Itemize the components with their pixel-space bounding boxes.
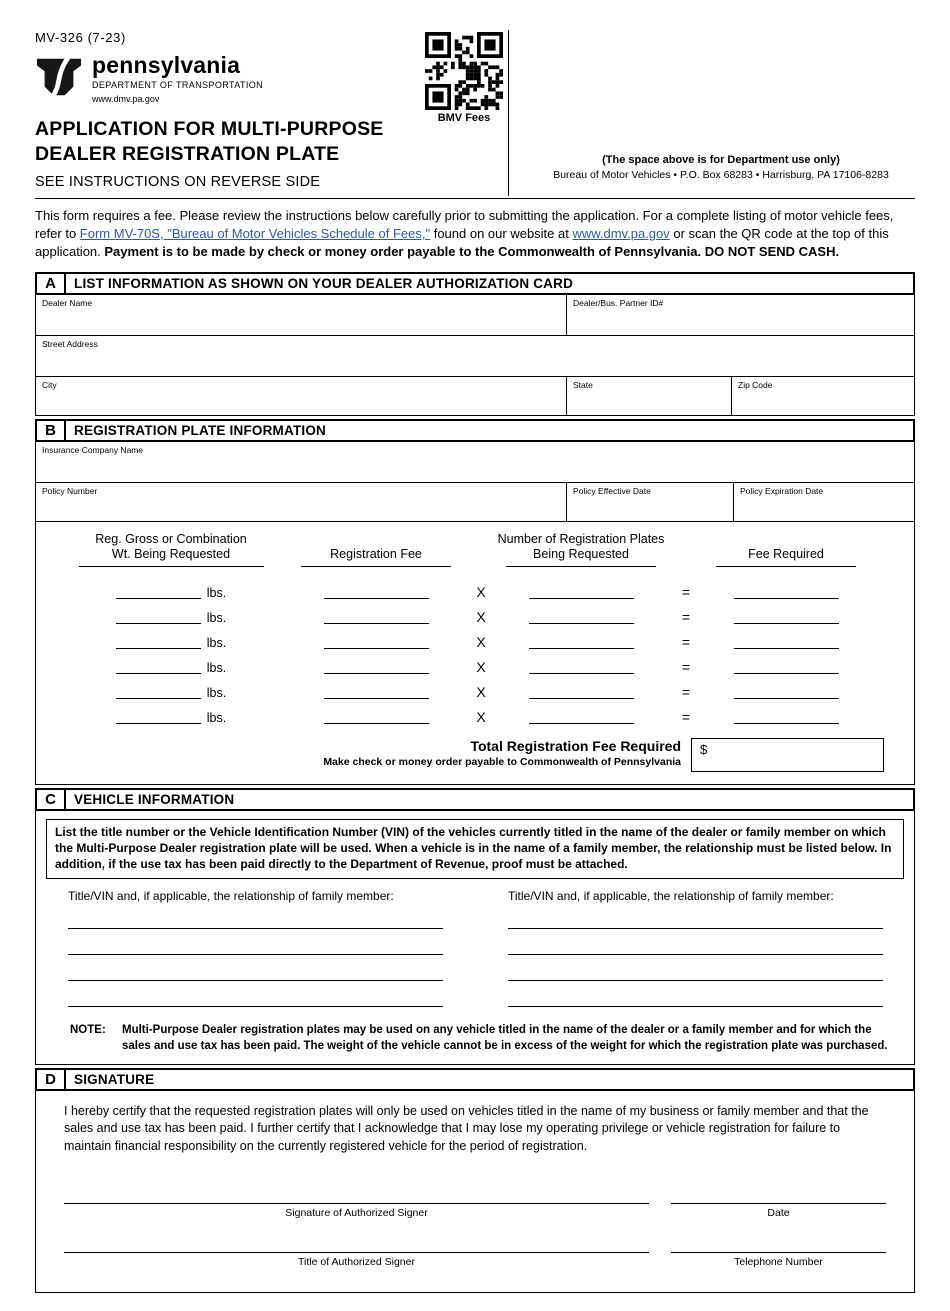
vin-input-line[interactable]: [508, 955, 883, 981]
title-vin-label-left: Title/VIN and, if applicable, the relationship of family member:: [68, 888, 394, 903]
qr-code-label: BMV Fees: [437, 112, 491, 124]
header-right: [527, 154, 915, 181]
registration-fee-header-underline: [301, 566, 451, 567]
vin-input-line[interactable]: [508, 981, 883, 1007]
registration-fee-column-header: Registration Fee: [330, 547, 422, 562]
multiply-sign: X: [476, 659, 486, 676]
section-d: [35, 1068, 915, 1293]
equals-sign: =: [681, 709, 691, 726]
section-b-letter: B: [37, 421, 66, 440]
vin-input-line[interactable]: [68, 981, 443, 1007]
department-use-note: (The space above is for Department use only): [602, 154, 840, 166]
zip-code-field[interactable]: [731, 377, 914, 415]
weight-input-line[interactable]: [116, 612, 201, 624]
date-caption: Date: [767, 1206, 790, 1219]
fee-required-column-header: Fee Required: [748, 547, 824, 562]
lbs-label: lbs.: [206, 685, 227, 700]
equals-sign: =: [681, 659, 691, 676]
section-a-letter: A: [37, 274, 66, 293]
bureau-address: Bureau of Motor Vehicles • P.O. Box 68283 • Harrisburg, PA 17106-8283: [553, 169, 889, 181]
policy-effective-date-field[interactable]: [566, 483, 733, 521]
title-caption: Title of Authorized Signer: [298, 1255, 415, 1268]
header-rule: [35, 198, 915, 199]
fee-required-input-line[interactable]: [734, 662, 839, 674]
fee-table-row: [36, 599, 914, 624]
plate-count-input-line[interactable]: [529, 687, 634, 699]
section-c-title: VEHICLE INFORMATION: [74, 792, 235, 808]
title-row: [64, 1241, 886, 1268]
section-d-body: [35, 1091, 915, 1293]
lbs-label: lbs.: [206, 660, 227, 675]
fee-table-row: [36, 674, 914, 699]
section-b-header: [35, 419, 915, 442]
vin-input-line[interactable]: [68, 903, 443, 929]
section-a-body: [35, 295, 915, 416]
section-a: [35, 272, 915, 416]
dollar-sign: $: [700, 742, 708, 758]
form-title-line2: DEALER REGISTRATION PLATE: [35, 143, 340, 166]
fee-table-rows: [36, 574, 914, 724]
section-b-body: [35, 442, 915, 785]
section-c-body: [35, 811, 915, 1065]
equals-sign: =: [681, 684, 691, 701]
multiply-sign: X: [476, 634, 486, 651]
plate-count-input-line[interactable]: [529, 587, 634, 599]
equals-sign: =: [681, 609, 691, 626]
insurance-company-field[interactable]: [36, 442, 914, 482]
policy-effective-date-label: Policy Effective Date: [573, 485, 651, 496]
note-text: Multi-Purpose Dealer registration plates may be used on any vehicle titled in the name of the dealer or a family member and for which the sales and use tax has been paid. The weight of the vehicle cannot be in excess of the weight for which the registration plate was purchased.: [122, 1023, 888, 1052]
section-c-header: [35, 788, 915, 811]
plate-count-input-line[interactable]: [529, 612, 634, 624]
weight-input-line[interactable]: [116, 712, 201, 724]
intro-paragraph: [35, 207, 915, 261]
vin-input-line[interactable]: [508, 903, 883, 929]
registration-fee-input-line[interactable]: [324, 687, 429, 699]
penndot-department: DEPARTMENT OF TRANSPORTATION: [92, 80, 264, 90]
city-field[interactable]: [36, 377, 566, 415]
vehicle-info-note: [46, 1022, 904, 1056]
registration-fee-input-line[interactable]: [324, 637, 429, 649]
policy-expiration-date-field[interactable]: [733, 483, 914, 521]
fee-required-input-line[interactable]: [734, 637, 839, 649]
insurance-company-label: Insurance Company Name: [42, 444, 144, 455]
section-b: [35, 419, 915, 785]
weight-input-line[interactable]: [116, 662, 201, 674]
certification-text: I hereby certify that the requested registration plates will only be used on vehicles titled in the name of my business or family member and that the sales and use tax has been paid. I further certify that I acknowledge that I may lose my operating privilege or vehicle registration for failure to maintain financial responsibility on the currently registered vehicle for the period of registration.: [64, 1103, 869, 1154]
lbs-label: lbs.: [206, 585, 227, 600]
fee-table-row: [36, 574, 914, 599]
qr-block: [425, 32, 503, 124]
form-header: [35, 30, 915, 198]
weight-input-line[interactable]: [116, 587, 201, 599]
note-label: NOTE:: [70, 1023, 106, 1036]
vin-columns: [46, 889, 904, 1007]
section-b-title: REGISTRATION PLATE INFORMATION: [74, 422, 326, 438]
section-c: [35, 788, 915, 1065]
phone-caption: Telephone Number: [734, 1255, 823, 1268]
state-label: State: [573, 379, 593, 390]
policy-expiration-date-label: Policy Expiration Date: [740, 485, 824, 496]
section-d-header: [35, 1068, 915, 1091]
section-a-header: [35, 272, 915, 295]
header-divider: [508, 30, 509, 196]
partner-id-label: Dealer/Bus. Partner ID#: [573, 297, 664, 308]
multiply-sign: X: [476, 684, 486, 701]
penndot-website: www.dmv.pa.gov: [92, 94, 160, 104]
partner-id-field[interactable]: [566, 295, 914, 335]
vin-input-line[interactable]: [68, 955, 443, 981]
vehicle-info-instructions: List the title number or the Vehicle Identification Number (VIN) of the vehicles currently titled in the name of the dealer or family member on which the Multi-Purpose Dealer registration plate will be used. When a vehicle is in the name of a family member, the relationship must be listed below. In addition, if the use tax has been paid directly to the Department of Revenue, proof must be attached.: [46, 819, 904, 878]
policy-number-field[interactable]: [36, 483, 566, 521]
plate-count-column-header: Number of Registration Plates Being Requested: [497, 531, 665, 562]
vin-input-line[interactable]: [508, 929, 883, 955]
title-vin-label-right: Title/VIN and, if applicable, the relationship of family member:: [508, 888, 834, 903]
dealer-name-field[interactable]: [36, 295, 566, 335]
zip-code-label: Zip Code: [738, 379, 773, 390]
weight-column-header: Reg. Gross or Combination Wt. Being Requested: [95, 531, 247, 562]
multiply-sign: X: [476, 584, 486, 601]
lbs-label: lbs.: [206, 610, 227, 625]
vin-input-line[interactable]: [68, 929, 443, 955]
fee-required-input-line[interactable]: [734, 712, 839, 724]
weight-header-underline: [79, 566, 264, 567]
plate-count-input-line[interactable]: [529, 662, 634, 674]
street-address-field[interactable]: [36, 336, 914, 376]
fee-table-row: [36, 649, 914, 674]
total-fee-label: Total Registration Fee Required: [470, 738, 681, 755]
lbs-label: lbs.: [206, 710, 227, 725]
dmv-website-link[interactable]: www.dmv.pa.gov: [572, 225, 670, 241]
penndot-brand: pennsylvania: [92, 52, 241, 78]
registration-fee-input-line[interactable]: [324, 712, 429, 724]
fee-table-row: [36, 624, 914, 649]
section-a-title: LIST INFORMATION AS SHOWN ON YOUR DEALER AUTHORIZATION CARD: [74, 275, 574, 291]
title-input-line[interactable]: [64, 1241, 649, 1253]
fee-table: [36, 522, 914, 784]
dealer-name-label: Dealer Name: [42, 297, 93, 308]
lbs-label: lbs.: [206, 635, 227, 650]
fee-required-input-line[interactable]: [734, 587, 839, 599]
section-d-title: SIGNATURE: [74, 1071, 155, 1087]
intro-text-3: or scan the QR code at the top of this application.: [35, 225, 889, 259]
registration-fee-input-line[interactable]: [324, 587, 429, 599]
section-d-letter: D: [37, 1070, 66, 1089]
fee-table-headers: [36, 532, 914, 567]
signature-row: [64, 1192, 886, 1219]
policy-number-label: Policy Number: [42, 485, 98, 496]
vin-column-left: [68, 889, 443, 1007]
city-label: City: [42, 379, 57, 390]
fee-table-row: [36, 699, 914, 724]
total-fee-row: [36, 738, 914, 772]
multiply-sign: X: [476, 709, 486, 726]
equals-sign: =: [681, 584, 691, 601]
form-subtitle: SEE INSTRUCTIONS ON REVERSE SIDE: [35, 173, 321, 190]
plate-count-header-underline: [506, 566, 656, 567]
weight-input-line[interactable]: [116, 687, 201, 699]
section-c-letter: C: [37, 790, 66, 809]
intro-payment-bold: Payment is to be made by check or money order payable to the Commonwealth of Pennsylvania.: [104, 243, 705, 259]
signature-input-line[interactable]: [64, 1192, 649, 1204]
fee-required-header-underline: [716, 566, 856, 567]
vin-column-right: [508, 889, 883, 1007]
state-field[interactable]: [566, 377, 731, 415]
signature-caption: Signature of Authorized Signer: [285, 1206, 428, 1219]
street-address-label: Street Address: [42, 338, 98, 349]
phone-input-line[interactable]: [671, 1241, 886, 1253]
equals-sign: =: [681, 634, 691, 651]
mv70s-link[interactable]: Form MV-70S, "Bureau of Motor Vehicles Schedule of Fees,": [79, 225, 431, 241]
total-fee-box[interactable]: [691, 738, 884, 772]
plate-count-input-line[interactable]: [529, 712, 634, 724]
registration-fee-input-line[interactable]: [324, 662, 429, 674]
penndot-keystone-icon: [35, 54, 83, 100]
intro-no-cash-bold: DO NOT SEND CASH.: [704, 243, 840, 259]
qr-code: [425, 32, 503, 110]
registration-fee-input-line[interactable]: [324, 612, 429, 624]
make-check-note: Make check or money order payable to Commonwealth of Pennsylvania: [323, 756, 681, 769]
fee-required-input-line[interactable]: [734, 687, 839, 699]
form-number: MV-326 (7-23): [35, 30, 126, 45]
form-title-line1: APPLICATION FOR MULTI-PURPOSE: [35, 118, 384, 140]
intro-text-2: found on our website at: [430, 225, 573, 241]
intro-text-1: This form requires a fee. Please review the instructions below carefully prior to submitting the application. For a complete listing of motor vehicle fees, refer to: [35, 208, 894, 241]
date-input-line[interactable]: [671, 1192, 886, 1204]
weight-input-line[interactable]: [116, 637, 201, 649]
plate-count-input-line[interactable]: [529, 637, 634, 649]
fee-required-input-line[interactable]: [734, 612, 839, 624]
multiply-sign: X: [476, 609, 486, 626]
